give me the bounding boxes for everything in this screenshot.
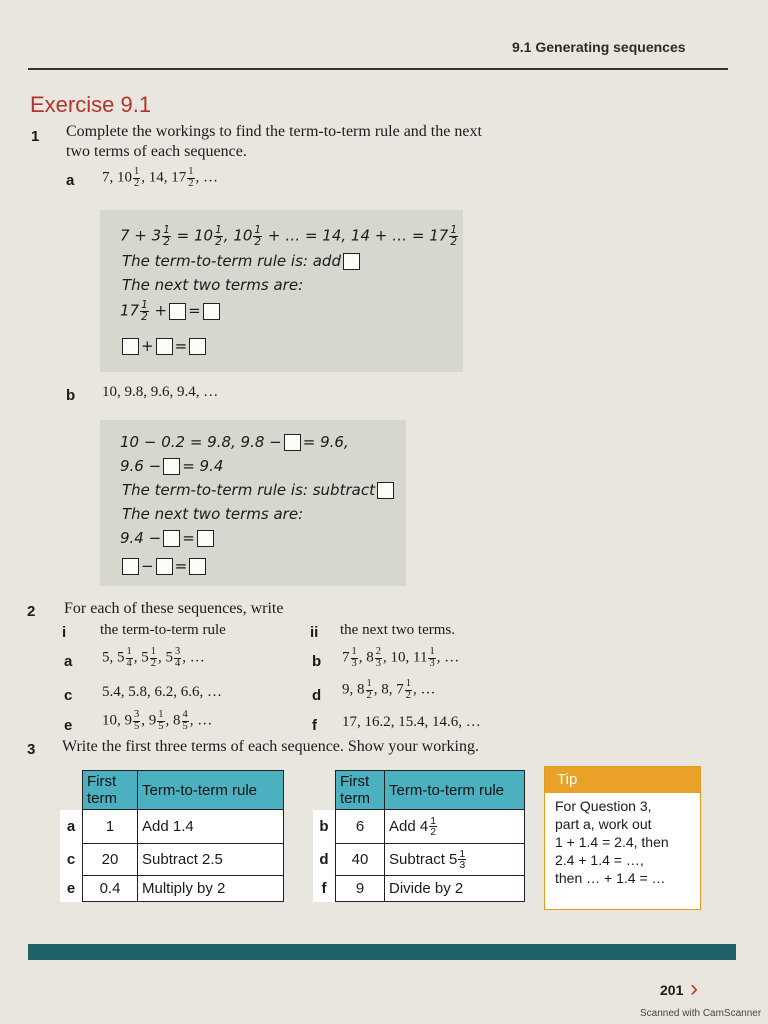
q1-part-a-label: a xyxy=(66,172,75,189)
q2-ii-label: ii xyxy=(310,624,319,641)
q2-part-d-label: d xyxy=(312,687,322,704)
answer-box[interactable] xyxy=(343,253,360,270)
rule-cell: Add 4 $\frac{1}{2}$ xyxy=(385,810,525,844)
tip-line: For Question 3, xyxy=(555,798,652,814)
rule-cell: Subtract 2.5 xyxy=(138,844,284,876)
q1b-next-term-2: − = xyxy=(120,557,208,575)
tip-line: 2.4 + 1.4 = …, xyxy=(555,852,644,868)
q2f-sequence: 17, 16.2, 15.4, 14.6, … xyxy=(342,714,481,730)
question-2-number: 2 xyxy=(27,603,36,620)
q1b-rule-line: The term-to-term rule is: subtract xyxy=(122,481,396,499)
answer-box[interactable] xyxy=(197,530,214,547)
answer-box[interactable] xyxy=(203,303,220,320)
col-first-term: First term xyxy=(83,771,138,810)
q2b-sequence: 7 $\frac{1}{3}$ , 8 $\frac{2}{3}$ , 10, 11 $\frac{1}{3}$ , … xyxy=(342,646,460,669)
tip-box xyxy=(544,766,701,910)
table-row xyxy=(313,810,525,844)
q2d-sequence: 9, 8 $\frac{1}{2}$ , 8, 7 $\frac{1}{2}$ , … xyxy=(342,678,436,701)
blank-cell xyxy=(313,771,336,810)
q3-table-right xyxy=(313,770,525,902)
answer-box[interactable] xyxy=(156,338,173,355)
table-row xyxy=(313,844,525,876)
answer-box[interactable] xyxy=(122,558,139,575)
header-divider xyxy=(28,68,728,70)
table-row xyxy=(60,810,284,844)
section-title: 9.1 Generating sequences xyxy=(512,39,686,55)
col-first-term: First term xyxy=(336,771,385,810)
q1-part-b-label: b xyxy=(66,387,76,404)
exercise-title: Exercise 9.1 xyxy=(30,92,152,117)
rule-cell: Subtract 5 $\frac{1}{3}$ xyxy=(385,844,525,876)
q1b-working-line1: 10 − 0.2 = 9.8, 9.8 − = 9.6, xyxy=(120,433,349,451)
question-3-number: 3 xyxy=(27,741,36,758)
q2-part-a-label: a xyxy=(64,653,73,670)
q1a-next-terms-label: The next two terms are: xyxy=(122,276,304,294)
first-term-cell: 6 xyxy=(336,810,385,844)
q3-table-left xyxy=(60,770,284,902)
q2e-sequence: 10, 9 $\frac{3}{5}$ , 9 $\frac{1}{5}$ , 8 $\frac{4}{5}$ , … xyxy=(102,709,213,732)
blank-cell xyxy=(60,771,83,810)
table-header-row xyxy=(60,771,284,810)
answer-box[interactable] xyxy=(169,303,186,320)
page-number: 201 xyxy=(660,982,684,998)
footer-bar xyxy=(28,944,736,960)
question-1-text-line2: two terms of each sequence. xyxy=(66,143,247,160)
rule-cell: Add 1.4 xyxy=(138,810,284,844)
q1b-next-terms-label: The next two terms are: xyxy=(122,505,304,523)
answer-box[interactable] xyxy=(189,558,206,575)
q2-part-e-label: e xyxy=(64,717,73,734)
first-term-cell: 40 xyxy=(336,844,385,876)
answer-box[interactable] xyxy=(156,558,173,575)
row-label: b xyxy=(313,810,336,844)
q2-ii-text: the next two terms. xyxy=(340,622,455,638)
seq-text: , … xyxy=(195,169,218,186)
table-row xyxy=(60,844,284,876)
tip-body xyxy=(545,793,700,891)
question-3-text: Write the first three terms of each sequence. Show your working. xyxy=(62,738,479,755)
tip-line: part a, work out xyxy=(555,816,652,832)
row-label: a xyxy=(60,810,83,844)
question-1-text-line1: Complete the workings to find the term-to-term rule and the next xyxy=(66,123,482,140)
answer-box[interactable] xyxy=(377,482,394,499)
q2-i-text: the term-to-term rule xyxy=(100,622,226,638)
chevron-right-icon[interactable]: › xyxy=(690,975,698,1002)
q1a-working-line1: 7 + 3 $\frac{1}{2}$ = 10 $\frac{1}{2}$ , 10 $\frac{1}{2}$ + … = 14, 14 + … = 17 $\frac{1}{2}$ xyxy=(120,224,457,248)
answer-box[interactable] xyxy=(122,338,139,355)
q1b-sequence: 10, 9.8, 9.6, 9.4, … xyxy=(102,384,219,400)
q2a-sequence: 5, 5 $\frac{1}{4}$ , 5 $\frac{1}{2}$ , 5 $\frac{3}{4}$ , … xyxy=(102,646,205,669)
row-label: e xyxy=(60,876,83,902)
tip-line: 1 + 1.4 = 2.4, then xyxy=(555,834,669,850)
table-row xyxy=(313,876,525,902)
row-label: c xyxy=(60,844,83,876)
first-term-cell: 1 xyxy=(83,810,138,844)
tip-title: Tip xyxy=(545,767,700,793)
scanner-watermark: Scanned with CamScanner xyxy=(640,1008,762,1019)
question-2-text: For each of these sequences, write xyxy=(64,600,284,617)
fraction-half: $\frac{1}{2}$ xyxy=(134,166,140,189)
tip-line: then … + 1.4 = … xyxy=(555,870,666,886)
q2-part-b-label: b xyxy=(312,653,322,670)
rule-cell: Multiply by 2 xyxy=(138,876,284,902)
row-label: d xyxy=(313,844,336,876)
q1b-working-line2: 9.6 − = 9.4 xyxy=(120,457,224,475)
col-rule: Term-to-term rule xyxy=(385,771,525,810)
table-header-row xyxy=(313,771,525,810)
row-label: f xyxy=(313,876,336,902)
question-1-number: 1 xyxy=(31,128,40,145)
q1b-next-term-1: 9.4 − = xyxy=(120,529,216,547)
table-row xyxy=(60,876,284,902)
first-term-cell: 0.4 xyxy=(83,876,138,902)
fraction-half: $\frac{1}{2}$ xyxy=(188,166,194,189)
answer-box[interactable] xyxy=(284,434,301,451)
first-term-cell: 9 xyxy=(336,876,385,902)
rule-cell: Divide by 2 xyxy=(385,876,525,902)
answer-box[interactable] xyxy=(189,338,206,355)
q2-i-label: i xyxy=(62,624,67,641)
q2-part-c-label: c xyxy=(64,687,73,704)
answer-box[interactable] xyxy=(163,458,180,475)
first-term-cell: 20 xyxy=(83,844,138,876)
q1a-rule-line: The term-to-term rule is: add xyxy=(122,252,362,270)
q1a-next-term-2: + = xyxy=(120,337,208,355)
seq-text: , 14, 17 xyxy=(141,169,187,186)
q2c-sequence: 5.4, 5.8, 6.2, 6.6, … xyxy=(102,684,222,700)
col-rule: Term-to-term rule xyxy=(138,771,284,810)
q1a-next-term-1: 17 $\frac{1}{2}$ + = xyxy=(120,300,222,322)
q2-part-f-label: f xyxy=(312,717,317,734)
q1a-sequence xyxy=(102,167,218,189)
answer-box[interactable] xyxy=(163,530,180,547)
seq-text: 7, 10 xyxy=(102,169,132,186)
